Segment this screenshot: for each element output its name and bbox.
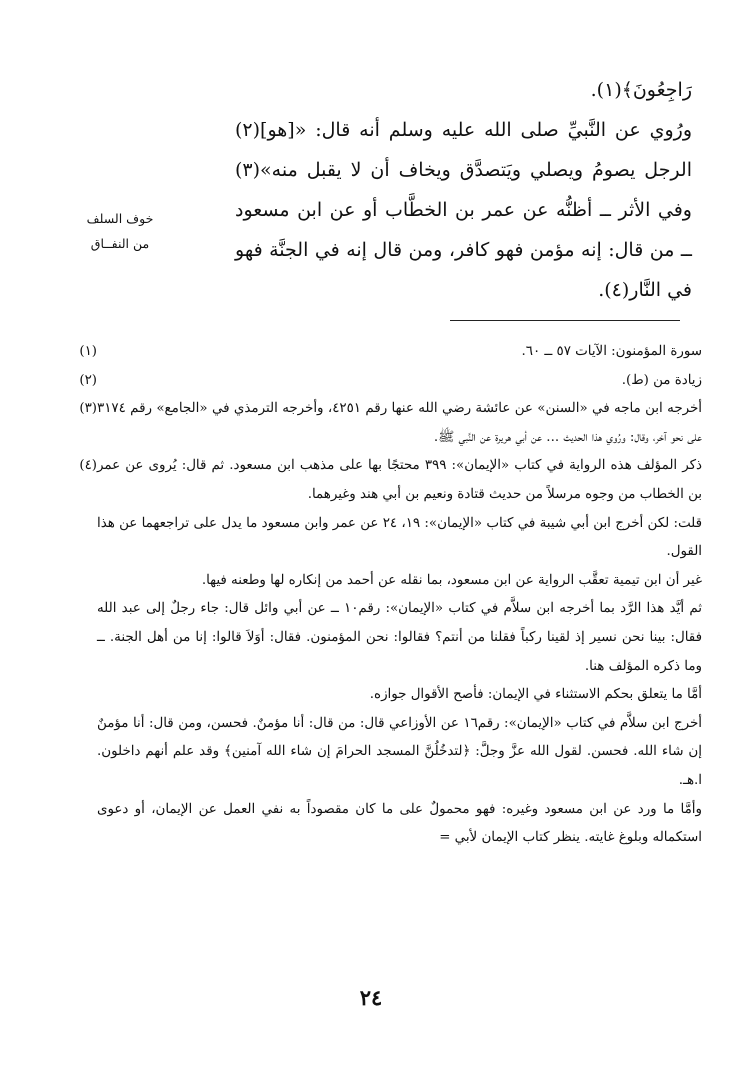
footnote-text: زيادة من (ط). [621, 372, 702, 388]
footnote-body [97, 395, 702, 452]
margin-note [60, 206, 180, 256]
footnote-1 [55, 338, 702, 367]
footnote-paragraph: ثم أيَّد هذا الرَّد بما أخرجه ابن سلاَّم في كتاب «الإيمان»: رقم١٠ ــ عن أبي وائل قال: جاء رجلٌ إلى عبد الله فقال: بينا نحن نسير إذ لقينا ركباً فقلنا من أنتم؟ فقالوا: نحن المؤمنون. فقال: أوَلاَ قالوا: إنا من أهل الجنة. ــ وما ذكره المؤلف هنا. [97, 601, 703, 674]
main-paragraph-2: ورُوي عن النَّبيِّ صلى الله عليه وسلم أنه قال: «[هو](٢) الرجل يصومُ ويصلي ويَتصدَّق ويخاف أن لا يقبل منه»(٣) وفي الأثر ــ أظنُّه عن عمر بن الخطَّاب أو عن ابن مسعود ــ من قال: إنه مؤمن فهو كافر، ومن قال إنه في الجنَّة فهو في النَّار(٤). [235, 119, 692, 301]
footnote-4 [55, 452, 702, 852]
footnote-paragraph: قلت: لكن أخرج ابن أبي شيبة في كتاب «الإيمان»: ١٩، ٢٤ عن عمر وابن مسعود ما يدل على تراجعهما عن هذا القول. [97, 515, 702, 560]
footnote-paragraph: غير أن ابن تيمية تعقَّب الرواية عن ابن مسعود، بما نقله عن أحمد من إنكاره لها وطعنه فيها. [201, 572, 702, 588]
margin-note-line-2: من النفــاق [90, 236, 150, 251]
footnote-divider [450, 320, 680, 321]
page-number: ٢٤ [359, 985, 383, 1010]
footnote-number: (٣) [79, 401, 97, 417]
footnote-text: أخرجه ابن ماجه في «السنن» عن عائشة رضي الله عنها رقم ٤٢٥١، وأخرجه الترمذي في «الجامع» رقم ٣١٧٤ على نحو آخر، وقال: ورُوي هذا الحديث ... عن أبي هريرة عن النَّبي ﷺ. [97, 401, 702, 445]
footnote-2 [55, 367, 702, 396]
margin-note-line-1: خوف السلف [86, 211, 154, 226]
footnote-number: (٤) [79, 458, 97, 474]
footnote-body [97, 338, 702, 367]
footnote-paragraph: أمَّا ما يتعلق بحكم الاستثناء في الإيمان: فأصح الأقوال جوازه. [369, 687, 702, 703]
footnote-3 [55, 395, 702, 452]
footnote-number: (١) [79, 344, 97, 359]
main-paragraph-1: رَاجِعُونَ﴾(١). [590, 79, 692, 101]
footnote-body [97, 367, 702, 396]
footnote-paragraph: ذكر المؤلف هذه الرواية في كتاب «الإيمان»: ٣٩٩ محتجًا بها على مذهب ابن مسعود. ثم قال: يُروى عن عمر بن الخطاب من وجوه مرسلاً من حديث قتادة ونعيم بن أبي هند وغيرهما. [97, 458, 702, 502]
footnotes [55, 338, 702, 853]
footnote-body [97, 452, 702, 852]
main-text [235, 70, 692, 310]
footnote-paragraph: أخرج ابن سلاَّم في كتاب «الإيمان»: رقم١٦ عن الأوزاعي قال: من قال: أنا مؤمنٌ. فحسن، ومن قال: أنا مؤمنٌ إن شاء الله. فحسن. لقول الله عزَّ وجلَّ: ﴿لتدخُلُنَّ المسجد الحرامَ إن شاء الله آمنين﴾ وقد علم أنهم داخلون. ا.هـ. [97, 715, 703, 788]
footnote-text: سورة المؤمنون: الآيات ٥٧ ــ ٦٠. [521, 344, 702, 359]
footnote-number: (٢) [79, 372, 97, 388]
footnote-paragraph: وأمَّا ما ورد عن ابن مسعود وغيره: فهو محمولٌ على ما كان مقصوداً به نفي العمل عن الإيمان، أو دعوى استكماله وبلوغ غايته. ينظر كتاب الإيمان لأبي = [97, 801, 702, 846]
